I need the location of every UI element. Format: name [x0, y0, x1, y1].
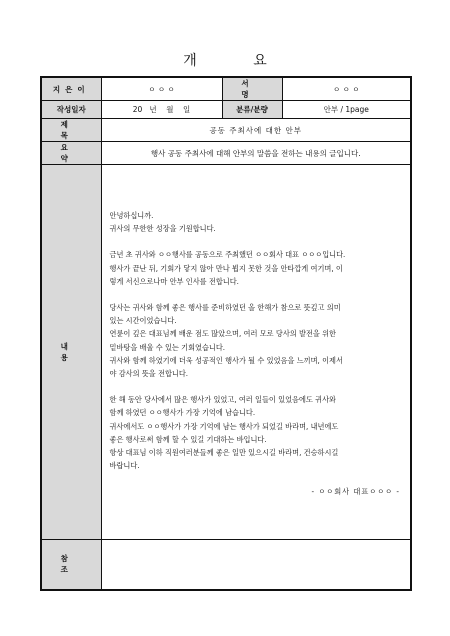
content-row	[41, 165, 411, 540]
content-line: 행사가 끝난 뒤, 기회가 닿지 않아 만나 뵙지 못한 것을 안타깝게 여기며, 이	[109, 263, 343, 273]
content-line: 귀사의 무한한 성장을 기원합니다.	[109, 224, 216, 234]
signature-value[interactable]: ㅇ ㅇ ㅇ	[282, 77, 411, 101]
summary-label: 요 약	[41, 142, 101, 165]
author-value[interactable]: ㅇ ㅇ ㅇ	[101, 77, 222, 101]
signoff: - ㅇㅇ회사 대표ㅇㅇㅇ -	[311, 487, 400, 497]
content-line: 야 감사의 뜻을 전합니다.	[109, 369, 189, 379]
content-line: 한 해 동안 당사에서 많은 행사가 있었고, 여러 일들이 있었음에도 귀사와	[109, 395, 336, 405]
content-line: 항상 대표님 이하 직원여러분들께 좋은 일만 있으시길 바라며, 건승하시길	[109, 448, 339, 458]
content-line: 당사는 귀사와 함께 좋은 행사를 준비하였던 올 한해가 참으로 뜻깊고 의미	[109, 303, 341, 313]
content-line: 함께 하였던 ㅇㅇ행사가 가장 기억에 남습니다.	[109, 408, 256, 418]
content-paragraph-4	[110, 393, 405, 472]
category-value[interactable]: 안부 / 1page	[282, 101, 411, 119]
reference-label: 참 조	[41, 540, 101, 590]
overview-form-table	[40, 76, 412, 591]
content-line: 있는 시간이었습니다.	[109, 316, 177, 326]
date-value[interactable]: 20 년 월 일	[101, 101, 222, 119]
subject-row	[41, 119, 411, 142]
content-line: 연륜이 깊은 대표님께 배운 점도 많았으며, 여러 모로 당사의 발전을 위한	[109, 329, 336, 339]
content-line: 렇게 서신으로나마 안부 인사를 전합니다.	[109, 276, 239, 286]
content-line: 좋은 행사로써 함께 할 수 있길 기대하는 바입니다.	[109, 434, 267, 444]
reference-value[interactable]	[101, 540, 411, 590]
summary-value[interactable]: 행사 공동 주최사에 대해 안부의 말씀을 전하는 내용의 글입니다.	[101, 142, 411, 165]
content-paragraph-2	[110, 248, 405, 288]
document-title: 개 요	[183, 53, 293, 69]
content-paragraph-1	[110, 209, 405, 235]
date-row	[41, 101, 411, 119]
content-line: 귀사와 함께 하였기에 더욱 성공적인 행사가 될 수 있었음을 느끼며, 이제서	[109, 355, 343, 365]
content-line: 밑바탕을 배울 수 있는 기회였습니다.	[109, 342, 226, 352]
content-line: 안녕하십니까.	[109, 211, 154, 220]
category-label: 분류/분량	[222, 101, 282, 119]
author-label: 지은이	[41, 77, 101, 101]
content-line: 금년 초 귀사와 ㅇㅇ행사를 공동으로 주최했던 ㅇㅇ회사 대표 ㅇㅇㅇ입니다.	[109, 250, 346, 260]
content-body[interactable]	[101, 165, 411, 540]
summary-row	[41, 142, 411, 165]
subject-label: 제 목	[41, 119, 101, 142]
author-row	[41, 77, 411, 101]
content-paragraph-3	[110, 301, 405, 380]
reference-row	[41, 540, 411, 590]
content-line: 바랍니다.	[109, 461, 140, 471]
content-line: 귀사에서도 ㅇㅇ행사가 가장 기억에 남는 행사가 되었길 바라며, 내년에도	[109, 421, 339, 431]
date-label: 작성일자	[41, 101, 101, 119]
content-label: 내 용	[41, 165, 101, 540]
subject-value[interactable]: 공동 주최사에 대한 안부	[101, 119, 411, 142]
signature-label: 서 명	[222, 77, 282, 101]
